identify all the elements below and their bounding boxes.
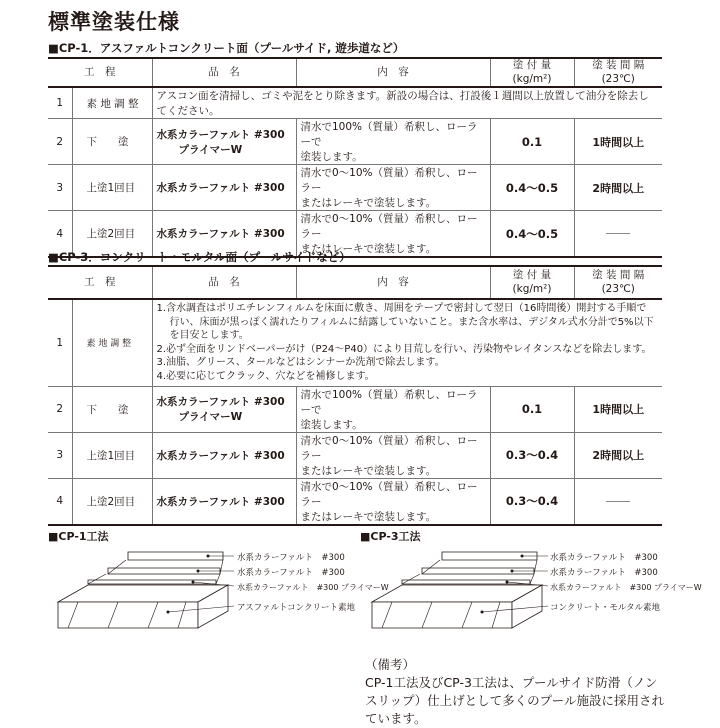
content-line2: またはレーキで塗装します。 <box>300 197 437 209</box>
table-row <box>48 299 662 386</box>
cp3-table <box>48 265 662 526</box>
step-product: 水系カラーファルト #300 <box>152 432 296 478</box>
cp1-header-row <box>48 58 662 87</box>
amount-header-line1: 塗 付 量 <box>512 59 552 72</box>
step-content <box>296 478 490 525</box>
step-interval: 2時間以上 <box>574 432 662 478</box>
cp3-header-amount <box>490 266 574 299</box>
cp3-heading: ■CP-3．コンクリート・モルタル面（プールサイドなど） <box>48 250 351 264</box>
step-content: アスコン面を清掃し、ゴミや泥をとり除きます。新設の場合は、打設後１週間以上放置して油分を除去してください。 <box>152 87 662 119</box>
list-item: 2.必ず全面をリンドベーパーがけ（P24～P40）により目荒しを行い、汚染物やレイタンスなどを除去します。 <box>156 343 652 355</box>
cp3-header-interval <box>574 266 662 299</box>
cp1-heading: ■CP-1．アスファルトコンクリート面（プールサイド, 遊歩道など） <box>48 41 405 55</box>
diagram-cp3-title: ■CP-3工法 <box>360 530 421 543</box>
amount-header-line1: 塗 付 量 <box>512 269 552 282</box>
base-layer-front <box>372 602 512 628</box>
diagram-cp3-label-2: 水系カラーファルト #300 <box>550 568 658 578</box>
interval-header-line2: (23℃) <box>601 282 635 295</box>
interval-header-line1: 塗 装 間 隔 <box>592 269 645 282</box>
table-row <box>48 165 662 211</box>
content-line2: またはレーキで塗装します。 <box>300 243 437 255</box>
product-line1: 水系カラーファルト #300 <box>156 128 285 141</box>
step-amount: 0.1 <box>490 386 574 432</box>
interval-header-line2: (23℃) <box>601 72 635 85</box>
remarks-body: CP-1工法及びCP-3工法は、プールサイド防滑（ノンスリップ）仕上げとして多くのプール施設に採用されています。 <box>365 675 665 726</box>
table-row <box>48 432 662 478</box>
diagram-cp1-label-3: 水系カラーファルト #300 プライマーW <box>237 583 389 592</box>
cp1-header-amount <box>490 58 574 87</box>
step-process: 素 地 調 整 <box>72 87 152 119</box>
step-number: 3 <box>48 165 72 211</box>
step-interval: 1時間以上 <box>574 386 662 432</box>
step-content <box>296 432 490 478</box>
cp1-header-product: 品 名 <box>152 58 296 87</box>
step-process: 素 地 調 整 <box>72 299 152 386</box>
step-number: 3 <box>48 432 72 478</box>
step-content <box>296 165 490 211</box>
remarks <box>365 656 665 728</box>
content-line1: 清水で0～10%（質量）希釈し、ローラー <box>300 167 478 194</box>
step-amount: 0.3～0.4 <box>490 478 574 525</box>
table-row <box>48 119 662 165</box>
primer-layer <box>402 580 530 584</box>
remarks-heading: （備考） <box>365 657 416 672</box>
cp1-header-process: 工 程 <box>48 58 152 87</box>
content-line2: 塗装します。 <box>300 418 363 431</box>
step-product: 水系カラーファルト #300 <box>152 211 296 258</box>
layer-diagram-cp1 <box>48 538 238 648</box>
table-row <box>48 478 662 525</box>
diagram-cp1-label-2: 水系カラーファルト #300 <box>237 568 345 578</box>
table-row <box>48 87 662 119</box>
diagram-cp3-label-1: 水系カラーファルト #300 <box>550 553 658 563</box>
step-amount: 0.1 <box>490 119 574 165</box>
step-amount: 0.3～0.4 <box>490 432 574 478</box>
cp1-header-interval <box>574 58 662 87</box>
step-interval-dash <box>574 211 662 258</box>
step-number: 2 <box>48 386 72 432</box>
list-item: を目安とします。 <box>169 330 249 342</box>
content-line1: 清水で100%（質量）希釈し、ローラーで <box>300 388 478 416</box>
amount-header-line2: (kg/m²) <box>512 72 552 85</box>
list-item: 3.油脂、グリース、タールなどはシンナーか洗剤で除去します。 <box>156 357 445 369</box>
list-item: 行い、床面が黒っぽく濡れたりフィルムに結露していないこと。また含水率は、デジタル式水分計で5%以下 <box>169 316 654 328</box>
table-row <box>48 386 662 432</box>
content-line2: またはレーキで塗装します。 <box>300 510 437 523</box>
diagram-cp3-label-4: コンクリート・モルタル素地 <box>550 603 660 613</box>
cp1-table <box>48 57 662 258</box>
layer-diagram-cp3 <box>362 538 552 648</box>
cp3-header-product: 品 名 <box>152 266 296 299</box>
step-interval: 1時間以上 <box>574 119 662 165</box>
step-process: 上塗2回目 <box>72 478 152 525</box>
cp3-header-row <box>48 266 662 299</box>
content-line2: 塗装します。 <box>300 151 363 163</box>
diagram-cp1-label-1: 水系カラーファルト #300 <box>237 553 345 563</box>
step-process: 上塗1回目 <box>72 432 152 478</box>
dash-line <box>606 501 630 502</box>
content-line1: 清水で0～10%（質量）希釈し、ローラー <box>300 480 478 508</box>
diagram-cp3-label-3: 水系カラーファルト #300 プライマーW <box>550 583 702 592</box>
step-process: 下 塗 <box>72 386 152 432</box>
cp3-header-process: 工 程 <box>48 266 152 299</box>
step-number: 4 <box>48 211 72 258</box>
diagram-cp1-title: ■CP-1工法 <box>48 530 109 543</box>
step-interval-dash <box>574 478 662 525</box>
diagram-cp1-label-4: アスファルトコンクリート素地 <box>237 603 355 613</box>
primer-layer <box>88 580 216 584</box>
step-number: 2 <box>48 119 72 165</box>
step-number: 4 <box>48 478 72 525</box>
dash-line <box>606 233 630 234</box>
step-number: 1 <box>48 299 72 386</box>
list-item: 1.含水調査はポリエチレンフィルムを床面に敷き、周囲をテープで密封して翌日（16時間後）開封する手順で <box>156 303 647 315</box>
step-number: 1 <box>48 87 72 119</box>
step-process: 下 塗 <box>72 119 152 165</box>
cp3-header-content: 内 容 <box>296 266 490 299</box>
interval-header-line1: 塗 装 間 隔 <box>592 59 645 72</box>
step-content-list <box>152 299 662 386</box>
content-line1: 清水で0～10%（質量）希釈し、ローラー <box>300 434 478 462</box>
step-product: 水系カラーファルト #300 <box>152 165 296 211</box>
step-amount: 0.4～0.5 <box>490 211 574 258</box>
product-line2: プライマーW <box>178 411 243 423</box>
list-item: 4.必要に応じてクラック、穴などを補修します。 <box>156 370 375 382</box>
amount-header-line2: (kg/m²) <box>512 282 552 295</box>
content-line1: 清水で0～10%（質量）希釈し、ローラー <box>300 213 478 240</box>
page-title: 標準塗装仕様 <box>48 9 180 34</box>
base-layer-front <box>58 602 198 628</box>
step-product: 水系カラーファルト #300 <box>152 478 296 525</box>
step-process: 上塗2回目 <box>72 211 152 258</box>
step-product <box>152 119 296 165</box>
product-line2: プライマーW <box>178 143 243 156</box>
step-amount: 0.4～0.5 <box>490 165 574 211</box>
step-content <box>296 386 490 432</box>
content-line1: 清水で100%（質量）希釈し、ローラーで <box>300 121 478 148</box>
product-line1: 水系カラーファルト #300 <box>156 396 285 408</box>
step-interval: 2時間以上 <box>574 165 662 211</box>
step-process: 上塗1回目 <box>72 165 152 211</box>
content-line2: またはレーキで塗装します。 <box>300 464 437 477</box>
step-content <box>296 119 490 165</box>
cp1-header-content: 内 容 <box>296 58 490 87</box>
step-product <box>152 386 296 432</box>
